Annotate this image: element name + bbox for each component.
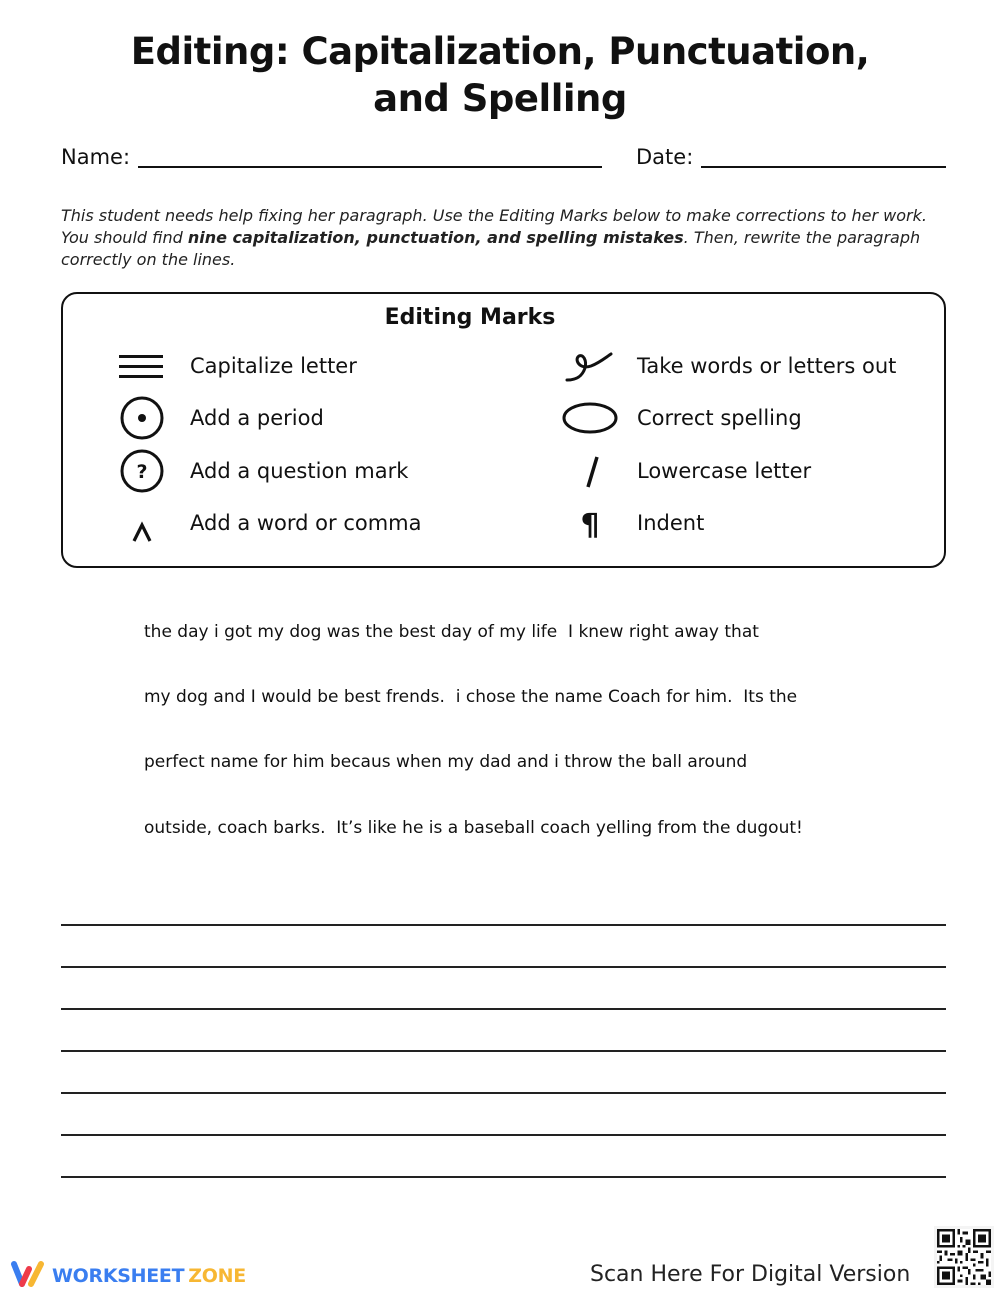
writing-line-6[interactable] — [61, 1134, 946, 1136]
name-label: Name: — [61, 145, 131, 169]
instructions-bold: nine capitalization, punctuation, and spelling mistakes — [187, 228, 684, 247]
instructions-part-2: . Then, rewrite the paragraph correctly on the lines. — [61, 228, 921, 269]
editing-marks-title: Editing Marks — [384, 305, 556, 330]
scan-text: Scan Here For Digital Version — [590, 1262, 911, 1287]
qr-code[interactable] — [934, 1226, 994, 1288]
paragraph-line-4: outside, coach barks. It’s like he is a baseball coach yelling from the dugout! — [144, 818, 803, 838]
paragraph-line-3: perfect name for him becaus when my dad and i throw the ball around — [144, 752, 748, 772]
paragraph-line-1: the day i got my dog was the best day of my life I knew right away that — [144, 622, 759, 642]
delete-loop-icon — [560, 347, 620, 387]
paragraph-line-2: my dog and I would be best frends. i chose the name Coach for him. Its the — [144, 687, 798, 707]
date-label: Date: — [636, 145, 694, 169]
logo-mark-icon — [10, 1260, 46, 1292]
oval-icon — [560, 398, 620, 438]
title-line-2: and Spelling — [373, 77, 627, 120]
slash-icon — [562, 452, 622, 492]
writing-line-3[interactable] — [61, 1008, 946, 1010]
circled-period-icon — [112, 398, 172, 438]
caret-icon — [112, 512, 172, 552]
title-line-1: Editing: Capitalization, Punctuation, — [130, 30, 870, 73]
writing-line-7[interactable] — [61, 1176, 946, 1178]
page-title — [0, 28, 1000, 122]
writing-line-2[interactable] — [61, 966, 946, 968]
pilcrow-icon — [560, 505, 620, 545]
name-field[interactable] — [138, 166, 602, 168]
mark-label-lowercase: Lowercase letter — [637, 459, 812, 483]
mark-label-capitalize: Capitalize letter — [190, 354, 357, 378]
worksheet-zone-logo[interactable] — [10, 1260, 246, 1292]
mark-label-indent: Indent — [637, 511, 705, 535]
triple-line-icon — [112, 347, 172, 387]
circled-question-icon — [112, 451, 172, 491]
pilcrow-glyph: ¶ — [580, 507, 600, 543]
writing-line-4[interactable] — [61, 1050, 946, 1052]
mark-label-spelling: Correct spelling — [637, 406, 802, 430]
instructions-part-1: This student needs help fixing her paragraph. Use the Editing Marks below to make corrections to her work. You should find — [61, 206, 927, 247]
date-field[interactable] — [701, 166, 946, 168]
writing-line-5[interactable] — [61, 1092, 946, 1094]
logo-text — [52, 1265, 246, 1287]
svg-text:?: ? — [136, 461, 148, 483]
mark-label-period: Add a period — [190, 406, 324, 430]
writing-line-1[interactable] — [61, 924, 946, 926]
logo-text-zone: ZONE — [188, 1265, 246, 1287]
mark-label-question: Add a question mark — [190, 459, 409, 483]
mark-label-caret: Add a word or comma — [190, 511, 422, 535]
logo-text-worksheet: WORKSHEET — [52, 1265, 185, 1287]
mark-label-delete: Take words or letters out — [637, 354, 897, 378]
instructions — [61, 205, 941, 271]
